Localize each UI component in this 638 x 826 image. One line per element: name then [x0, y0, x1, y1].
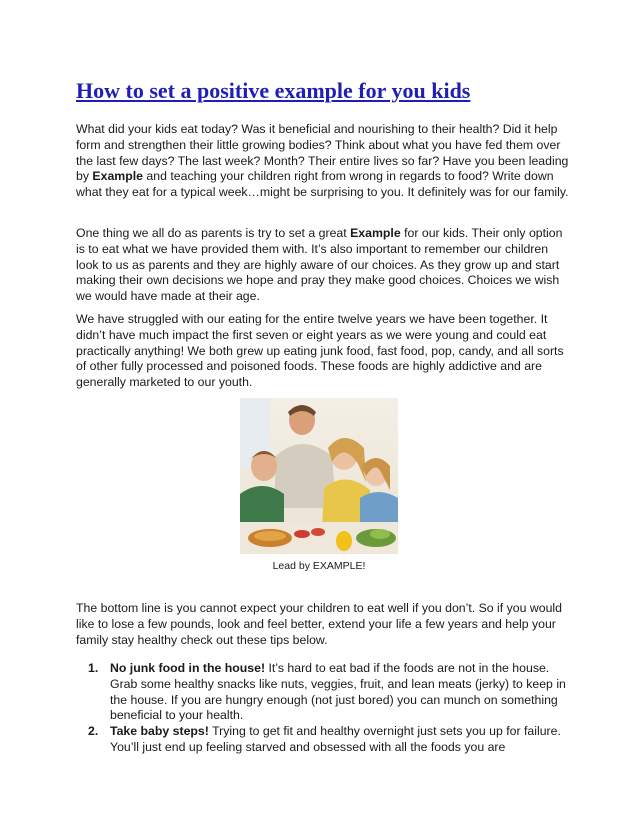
- list-item-lead: Take baby steps!: [110, 724, 209, 739]
- paragraph-2-text-b: for our kids. Their only option is to eat what we have provided them with. It’s also important to remember our children look to us as parents and they are highly aware of our choices. As they grow up and start making their own decisions we hope and pray they make good choices. Choices we wish we would have made at their age.: [76, 226, 563, 304]
- list-item-number: 2.: [88, 724, 99, 739]
- list-item-text: Trying to get fit and healthy overnight just sets you up for failure. You’ll just end up feeling starved and obsessed with all the foods you are: [110, 724, 561, 754]
- document-title: How to set a positive example for you kids: [76, 78, 471, 103]
- list-item-number: 1.: [88, 661, 99, 675]
- paragraph-1-bold: Example: [92, 169, 143, 184]
- paragraph-3: We have struggled with our eating for the entire twelve years we have been together. It didn’t have much impact the first seven or eight years as we were young and could eat practically anything! We both grew up eating junk food, fast food, pop, candy, and all sorts of other fully processed and poisoned foods. These foods are highly addictive and are generally marketed to our youth.: [76, 312, 564, 390]
- tips-list: [76, 661, 576, 756]
- paragraph-2-bold: Example: [350, 226, 401, 240]
- list-item-text: It’s hard to eat bad if the foods are not in the house. Grab some healthy snacks like nuts, veggies, fruit, and lean meats (jerky) to keep in the house. If you are hungry enough (not just bored) you can munch on something beneficial to your health.: [110, 661, 566, 723]
- image-caption: Lead by EXAMPLE!: [272, 560, 366, 572]
- paragraph-1-text-a: What did your kids eat today? Was it beneficial and nourishing to their health? Did it help form and strengthen their little growing bodies? Think about what you have fed them over the last few days? The last week? Month? Their entire lives so far? Have you been leading by: [76, 122, 569, 184]
- paragraph-4: The bottom line is you cannot expect your children to eat well if you don’t. So if you would like to lose a few pounds, look and feel better, extend your life a few years and help your family stay healthy check out these tips below.: [76, 601, 562, 647]
- list-item: [76, 661, 576, 724]
- paragraph-2: [76, 226, 572, 305]
- list-item-lead: No junk food in the house!: [110, 661, 266, 675]
- family-cooking-photo: [240, 398, 398, 554]
- list-item: [76, 724, 576, 756]
- paragraph-1: [76, 122, 572, 201]
- paragraph-2-text-a: One thing we all do as parents is try to set a great: [76, 226, 351, 240]
- paragraph-1-text-b: and teaching your children right from wrong in regards to food? Write down what they eat for a typical week…might be surprising to you. It definitely was for our family.: [76, 169, 569, 200]
